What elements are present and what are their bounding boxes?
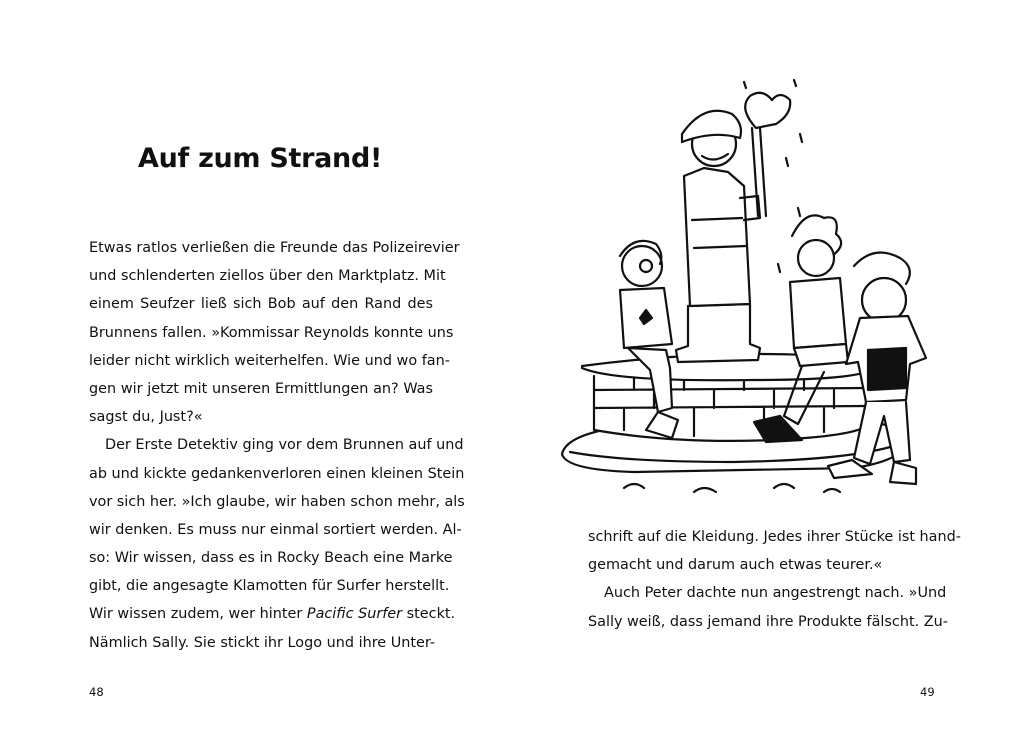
text-line: vor sich her. »Ich glaube, wir haben schon mehr, als (89, 493, 465, 510)
text-segment: steckt. (406, 606, 456, 623)
text-line: und schlenderten ziellos über den Marktplatz. Mit (89, 268, 446, 285)
text-line: so: Wir wissen, dass es in Rocky Beach eine Marke (89, 550, 453, 567)
text-line: gibt, die angesagte Klamotten für Surfer herstellt. (89, 578, 450, 595)
text-line (89, 600, 456, 628)
text-line: leider nicht wirklich weiterhelfen. Wie und wo fan- (89, 352, 450, 369)
left-body-text (89, 234, 465, 657)
text-line: sagst du, Just?« (89, 409, 203, 426)
italic-title: Pacific Surfer (306, 606, 403, 623)
right-body-text (588, 523, 961, 636)
chapter-title: Auf zum Strand! (138, 143, 382, 174)
fountain-illustration (554, 68, 944, 500)
right-page (510, 0, 1020, 739)
text-line: gemacht und darum auch etwas teurer.« (588, 557, 883, 574)
text-line: einem Seufzer ließ sich Bob auf den Rand des (89, 296, 433, 313)
page-number-right: 49 (920, 685, 935, 699)
text-line: Der Erste Detektiv ging vor dem Brunnen auf und (105, 437, 464, 454)
text-line: Sally weiß, dass jemand ihre Produkte fälscht. Zu- (588, 613, 948, 630)
text-line: Auch Peter dachte nun angestrengt nach. »Und (604, 585, 947, 602)
text-line: Brunnens fallen. »Kommissar Reynolds konnte uns (89, 324, 454, 341)
text-line: Etwas ratlos verließen die Freunde das Polizeirevier (89, 240, 460, 256)
text-line: ab und kickte gedankenverloren einen kleinen Stein (89, 465, 465, 482)
text-line: Nämlich Sally. Sie stickt ihr Logo und ihre Unter- (89, 634, 436, 651)
page-number-left: 48 (89, 685, 104, 699)
text-line: schrift auf die Kleidung. Jedes ihrer Stücke ist hand- (588, 529, 961, 545)
text-segment: Wir wissen zudem, wer hinter (89, 606, 303, 623)
text-line: wir denken. Es muss nur einmal sortiert werden. Al- (89, 521, 462, 538)
text-line: gen wir jetzt mit unseren Ermittlungen an? Was (89, 380, 433, 397)
